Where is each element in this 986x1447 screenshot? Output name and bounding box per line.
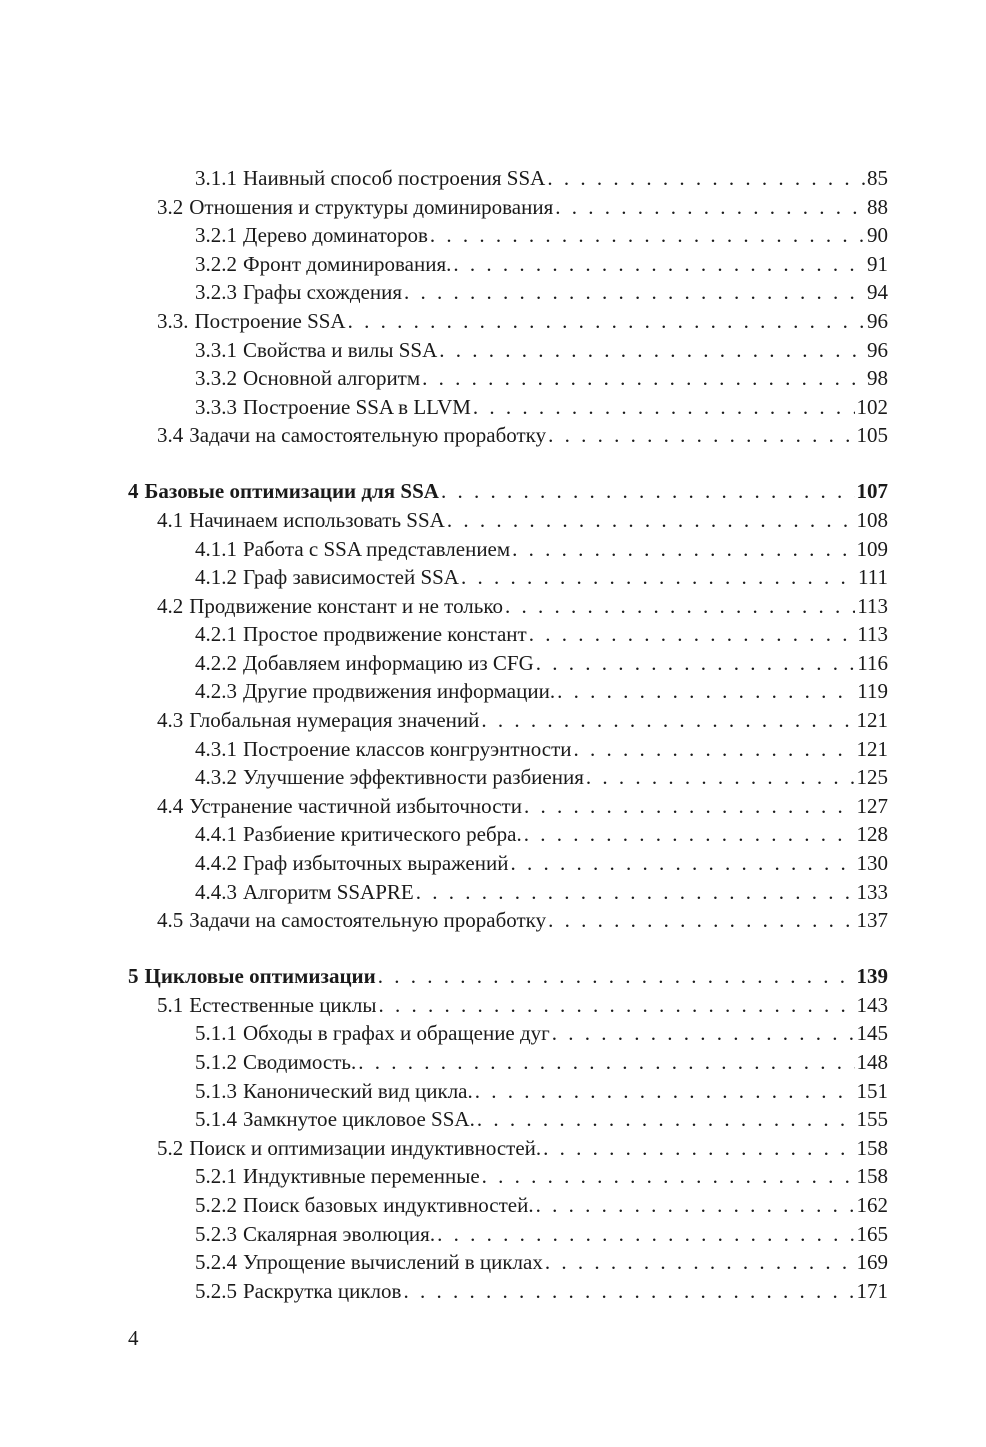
dot-leader bbox=[524, 820, 855, 849]
entry-page: 155 bbox=[856, 1107, 888, 1132]
toc-chapter-entry[interactable] bbox=[128, 477, 888, 506]
entry-page: 143 bbox=[856, 992, 888, 1017]
entry-title: Дерево доминаторов bbox=[243, 223, 428, 248]
toc-section-entry[interactable] bbox=[128, 906, 888, 935]
toc-subsection-entry[interactable] bbox=[128, 278, 888, 307]
entry-title: Построение SSA в LLVM bbox=[243, 394, 471, 419]
entry-number: 5.2 bbox=[157, 1135, 184, 1160]
entry-page: 111 bbox=[858, 565, 888, 590]
entry-number: 4.3 bbox=[157, 708, 184, 733]
toc-subsection-entry[interactable] bbox=[128, 677, 888, 706]
entry-title: Упрощение вычислений в циклах bbox=[243, 1250, 543, 1275]
chapter-spacer bbox=[128, 935, 888, 962]
toc-subsection-entry[interactable] bbox=[128, 535, 888, 564]
dot-leader bbox=[548, 421, 854, 450]
toc-subsection-entry[interactable] bbox=[128, 620, 888, 649]
entry-page: 107 bbox=[856, 479, 888, 504]
toc-section-entry[interactable] bbox=[128, 307, 888, 336]
entry-title: Обходы в графах и обращение дуг bbox=[243, 1021, 550, 1046]
dot-leader bbox=[555, 193, 865, 222]
toc-subsection-entry[interactable] bbox=[128, 878, 888, 907]
dot-leader bbox=[461, 563, 856, 592]
dot-leader bbox=[536, 1191, 855, 1220]
dot-leader bbox=[416, 878, 855, 907]
entry-title: Индуктивные переменные bbox=[243, 1164, 480, 1189]
entry-title: Добавляем информацию из CFG bbox=[243, 650, 534, 675]
toc-chapter-entry[interactable] bbox=[128, 962, 888, 991]
entry-number: 4.2.3 bbox=[195, 679, 237, 704]
entry-number: 4.1.1 bbox=[195, 536, 237, 561]
toc-subsection-entry[interactable] bbox=[128, 735, 888, 764]
entry-page: 96 bbox=[867, 337, 888, 362]
entry-title: Устранение частичной избыточности bbox=[189, 793, 522, 818]
entry-number: 3.2.1 bbox=[195, 223, 237, 248]
toc-subsection-entry[interactable] bbox=[128, 164, 888, 193]
dot-leader bbox=[441, 477, 855, 506]
dot-leader bbox=[358, 1048, 854, 1077]
toc-subsection-entry[interactable] bbox=[128, 649, 888, 678]
dot-leader bbox=[430, 221, 865, 250]
entry-page: 158 bbox=[856, 1135, 888, 1160]
entry-page: 121 bbox=[856, 708, 888, 733]
entry-title: Скалярная эволюция. bbox=[243, 1221, 436, 1246]
entry-page: 165 bbox=[856, 1221, 888, 1246]
entry-page: 133 bbox=[856, 879, 888, 904]
dot-leader bbox=[348, 307, 865, 336]
entry-number: 3.2 bbox=[157, 194, 184, 219]
toc-subsection-entry[interactable] bbox=[128, 336, 888, 365]
entry-page: 105 bbox=[856, 423, 888, 448]
entry-page: 130 bbox=[856, 851, 888, 876]
entry-number: 3.3. bbox=[157, 308, 189, 333]
entry-title: Другие продвижения информации. bbox=[243, 679, 556, 704]
entry-page: 139 bbox=[856, 964, 888, 989]
entry-title: Граф зависимостей SSA bbox=[243, 565, 459, 590]
entry-number: 4.4 bbox=[157, 793, 184, 818]
entry-page: 85 bbox=[867, 166, 888, 190]
dot-leader bbox=[447, 506, 855, 535]
entry-title: Работа с SSA представлением bbox=[243, 536, 511, 561]
toc-subsection-entry[interactable] bbox=[128, 849, 888, 878]
entry-page: 113 bbox=[857, 622, 888, 647]
entry-title: Алгоритм SSAPRE bbox=[243, 879, 414, 904]
entry-page: 169 bbox=[856, 1250, 888, 1275]
dot-leader bbox=[404, 278, 865, 307]
entry-page: 127 bbox=[856, 793, 888, 818]
entry-number: 3.1.1 bbox=[195, 166, 237, 190]
entry-title: Свойства и вилы SSA bbox=[243, 337, 438, 362]
dot-leader bbox=[524, 792, 855, 821]
entry-page: 108 bbox=[856, 507, 888, 532]
entry-title: Цикловые оптимизации bbox=[144, 964, 376, 989]
dot-leader bbox=[437, 1220, 854, 1249]
entry-title: Наивный способ построения SSA bbox=[243, 166, 546, 190]
entry-page: 96 bbox=[867, 308, 888, 333]
entry-page: 109 bbox=[856, 536, 888, 561]
entry-title: Граф избыточных выражений bbox=[243, 851, 509, 876]
entry-number: 5.2.3 bbox=[195, 1221, 237, 1246]
toc-subsection-entry[interactable] bbox=[128, 1048, 888, 1077]
entry-number: 5.1.2 bbox=[195, 1050, 237, 1074]
toc-subsection-entry[interactable] bbox=[128, 364, 888, 393]
toc-section-entry[interactable] bbox=[128, 193, 888, 222]
entry-number: 4.1.2 bbox=[195, 565, 237, 590]
entry-number: 4.3.1 bbox=[195, 736, 237, 761]
entry-number: 4.2 bbox=[157, 593, 184, 618]
toc-subsection-entry[interactable] bbox=[128, 1019, 888, 1048]
dot-leader bbox=[543, 1134, 854, 1163]
dot-leader bbox=[482, 1162, 855, 1191]
entry-number: 3.2.3 bbox=[195, 280, 237, 305]
dot-leader bbox=[586, 763, 855, 792]
toc-subsection-entry[interactable] bbox=[128, 1162, 888, 1191]
entry-number: 4.1 bbox=[157, 507, 184, 532]
entry-number: 5.2.4 bbox=[195, 1250, 237, 1275]
toc-section-entry[interactable] bbox=[128, 991, 888, 1020]
entry-page: 145 bbox=[856, 1021, 888, 1046]
entry-title: Построение классов конгруэнтности bbox=[243, 736, 572, 761]
dot-leader bbox=[547, 164, 865, 193]
toc-section-entry[interactable] bbox=[128, 592, 888, 621]
entry-number: 3.3.2 bbox=[195, 366, 237, 391]
dot-leader bbox=[505, 592, 855, 621]
entry-page: 137 bbox=[856, 908, 888, 933]
toc-subsection-entry[interactable] bbox=[128, 763, 888, 792]
entry-title: Естественные циклы bbox=[189, 992, 377, 1017]
dot-leader bbox=[536, 649, 856, 678]
entry-title: Канонический вид цикла. bbox=[243, 1078, 473, 1103]
entry-title: Продвижение констант и не только bbox=[189, 593, 503, 618]
dot-leader bbox=[481, 706, 854, 735]
entry-number: 3.4 bbox=[157, 423, 184, 448]
entry-title: Базовые оптимизации для SSA bbox=[144, 479, 439, 504]
entry-title: Раскрутка циклов bbox=[243, 1278, 402, 1303]
toc-section-entry[interactable] bbox=[128, 1134, 888, 1163]
dot-leader bbox=[403, 1277, 854, 1306]
entry-page: 91 bbox=[867, 251, 888, 276]
entry-number: 4.4.2 bbox=[195, 851, 237, 876]
toc-subsection-entry[interactable] bbox=[128, 1220, 888, 1249]
dot-leader bbox=[557, 677, 855, 706]
toc-subsection-entry[interactable] bbox=[128, 1105, 888, 1134]
entry-number: 5.2.1 bbox=[195, 1164, 237, 1189]
toc-subsection-entry[interactable] bbox=[128, 563, 888, 592]
dot-leader bbox=[475, 1077, 855, 1106]
entry-number: 5.1 bbox=[157, 992, 184, 1017]
entry-title: Улучшение эффективности разбиения bbox=[243, 765, 584, 790]
entry-title: Начинаем использовать SSA bbox=[189, 507, 445, 532]
entry-page: 162 bbox=[856, 1192, 888, 1217]
toc-subsection-entry[interactable] bbox=[128, 1248, 888, 1277]
toc-subsection-entry[interactable] bbox=[128, 1277, 888, 1306]
entry-number: 5.1.1 bbox=[195, 1021, 237, 1046]
dot-leader bbox=[378, 991, 854, 1020]
entry-page: 125 bbox=[856, 765, 888, 790]
dot-leader bbox=[439, 336, 865, 365]
entry-page: 90 bbox=[867, 223, 888, 248]
entry-number: 4.4.3 bbox=[195, 879, 237, 904]
entry-page: 121 bbox=[856, 736, 888, 761]
dot-leader bbox=[574, 735, 855, 764]
entry-title: Основной алгоритм bbox=[243, 366, 421, 391]
entry-number: 4.2.1 bbox=[195, 622, 237, 647]
toc-section-entry[interactable] bbox=[128, 506, 888, 535]
page-number: 4 bbox=[128, 1326, 139, 1350]
dot-leader bbox=[473, 393, 855, 422]
dot-leader bbox=[378, 962, 855, 991]
entry-page: 88 bbox=[867, 194, 888, 219]
entry-title: Глобальная нумерация значений bbox=[189, 708, 480, 733]
entry-page: 102 bbox=[856, 394, 888, 419]
entry-page: 148 bbox=[856, 1050, 888, 1074]
entry-title: Задачи на самостоятельную проработку bbox=[189, 423, 547, 448]
entry-page: 128 bbox=[856, 822, 888, 847]
entry-page: 98 bbox=[867, 366, 888, 391]
toc-subsection-entry[interactable] bbox=[128, 393, 888, 422]
entry-number: 5.1.4 bbox=[195, 1107, 237, 1132]
dot-leader bbox=[453, 250, 865, 279]
entry-title: Простое продвижение констант bbox=[243, 622, 527, 647]
entry-number: 4 bbox=[128, 479, 139, 504]
entry-number: 4.3.2 bbox=[195, 765, 237, 790]
entry-number: 4.4.1 bbox=[195, 822, 237, 847]
entry-title: Задачи на самостоятельную проработку bbox=[189, 908, 547, 933]
entry-page: 171 bbox=[856, 1278, 888, 1303]
entry-page: 119 bbox=[857, 679, 888, 704]
entry-number: 3.3.3 bbox=[195, 394, 237, 419]
dot-leader bbox=[512, 535, 854, 564]
entry-number: 4.2.2 bbox=[195, 650, 237, 675]
entry-title: Отношения и структуры доминирования bbox=[189, 194, 554, 219]
entry-number: 5.2.5 bbox=[195, 1278, 237, 1303]
toc-section-entry[interactable] bbox=[128, 706, 888, 735]
entry-title: Построение SSA bbox=[194, 308, 346, 333]
entry-title: Замкнутое цикловое SSA. bbox=[243, 1107, 475, 1132]
dot-leader bbox=[529, 620, 856, 649]
entry-title: Сводимость. bbox=[243, 1050, 357, 1074]
entry-title: Разбиение критического ребра. bbox=[243, 822, 522, 847]
dot-leader bbox=[477, 1105, 855, 1134]
table-of-contents bbox=[128, 164, 888, 1305]
dot-leader bbox=[545, 1248, 855, 1277]
toc-subsection-entry[interactable] bbox=[128, 1191, 888, 1220]
entry-number: 4.5 bbox=[157, 908, 184, 933]
toc-subsection-entry[interactable] bbox=[128, 221, 888, 250]
dot-leader bbox=[422, 364, 865, 393]
entry-number: 5.1.3 bbox=[195, 1078, 237, 1103]
entry-number: 5.2.2 bbox=[195, 1192, 237, 1217]
dot-leader bbox=[552, 1019, 855, 1048]
toc-subsection-entry[interactable] bbox=[128, 1077, 888, 1106]
entry-title: Поиск и оптимизации индуктивностей. bbox=[189, 1135, 542, 1160]
entry-title: Поиск базовых индуктивностей. bbox=[243, 1192, 534, 1217]
toc-subsection-entry[interactable] bbox=[128, 250, 888, 279]
entry-page: 158 bbox=[856, 1164, 888, 1189]
entry-page: 113 bbox=[857, 593, 888, 618]
chapter-spacer bbox=[128, 450, 888, 477]
toc-section-entry[interactable] bbox=[128, 421, 888, 450]
dot-leader bbox=[510, 849, 854, 878]
toc-section-entry[interactable] bbox=[128, 792, 888, 821]
entry-page: 94 bbox=[867, 280, 888, 305]
toc-subsection-entry[interactable] bbox=[128, 820, 888, 849]
entry-number: 3.3.1 bbox=[195, 337, 237, 362]
entry-page: 151 bbox=[856, 1078, 888, 1103]
dot-leader bbox=[548, 906, 854, 935]
entry-number: 3.2.2 bbox=[195, 251, 237, 276]
entry-page: 116 bbox=[857, 650, 888, 675]
entry-title: Фронт доминирования. bbox=[243, 251, 452, 276]
entry-number: 5 bbox=[128, 964, 139, 989]
entry-title: Графы схождения bbox=[243, 280, 402, 305]
